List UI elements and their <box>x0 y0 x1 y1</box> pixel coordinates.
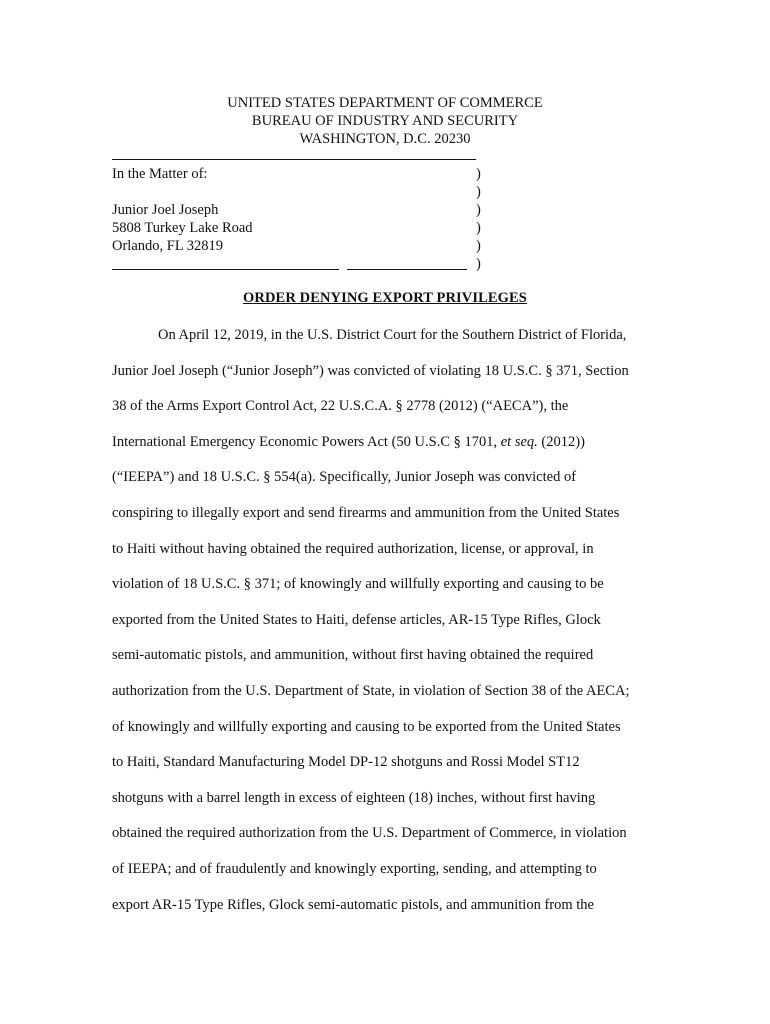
caption-paren: ) <box>476 166 481 182</box>
body-line: On April 12, 2019, in the U.S. District Court for the Southern District of Florida, <box>158 327 627 343</box>
case-caption <box>112 165 253 255</box>
header-department: UNITED STATES DEPARTMENT OF COMMERCE <box>227 95 543 111</box>
respondent-city: Orlando, FL 32819 <box>112 238 224 254</box>
matter-label: In the Matter of: <box>112 166 208 182</box>
caption-paren: ) <box>476 220 481 236</box>
order-body <box>112 326 672 931</box>
caption-bottom-rule-right <box>347 269 467 270</box>
body-line: authorization from the U.S. Department of State, in violation of Section 38 of the AECA; <box>112 682 630 699</box>
body-text-segment: (2012)) <box>537 433 585 450</box>
body-line: violation of 18 U.S.C. § 371; of knowingly and willfully exporting and causing to be <box>112 576 604 593</box>
caption-paren: ) <box>476 238 481 254</box>
caption-bottom-rule-left <box>112 269 339 270</box>
body-line: of IEEPA; and of fraudulently and knowingly exporting, sending, and attempting to <box>112 860 597 877</box>
header-bureau: BUREAU OF INDUSTRY AND SECURITY <box>251 113 519 129</box>
body-line <box>112 433 672 469</box>
body-text-italic: et seq. <box>500 433 538 450</box>
caption-spacer <box>112 183 253 201</box>
header-location: WASHINGTON, D.C. 20230 <box>299 131 471 147</box>
agency-header <box>0 94 770 148</box>
body-line: obtained the required authorization from the U.S. Department of Commerce, in violation <box>112 825 627 842</box>
body-line: conspiring to illegally export and send firearms and ammunition from the United States <box>112 504 620 521</box>
body-line: exported from the United States to Haiti, defense articles, AR-15 Type Rifles, Glock <box>112 611 601 628</box>
order-title: ORDER DENYING EXPORT PRIVILEGES <box>243 290 527 306</box>
body-line: to Haiti, Standard Manufacturing Model DP-12 shotguns and Rossi Model ST12 <box>112 754 580 771</box>
caption-top-rule <box>112 159 476 160</box>
body-line: shotguns with a barrel length in excess of eighteen (18) inches, without first having <box>112 789 596 806</box>
body-line: Junior Joel Joseph (“Junior Joseph”) was convicted of violating 18 U.S.C. § 371, Section <box>112 362 629 379</box>
body-line: 38 of the Arms Export Control Act, 22 U.S.C.A. § 2778 (2012) (“AECA”), the <box>112 398 569 415</box>
body-text-segment: International Emergency Economic Powers Act (50 U.S.C § 1701, <box>112 433 501 450</box>
respondent-name: Junior Joel Joseph <box>112 202 219 218</box>
caption-parentheses <box>476 165 481 273</box>
body-line: export AR-15 Type Rifles, Glock semi-automatic pistols, and ammunition from the <box>112 896 594 913</box>
body-line: of knowingly and willfully exporting and causing to be exported from the United States <box>112 718 621 735</box>
body-line: (“IEEPA”) and 18 U.S.C. § 554(a). Specifically, Junior Joseph was convicted of <box>112 469 577 486</box>
caption-paren: ) <box>476 184 481 200</box>
caption-paren: ) <box>476 256 481 272</box>
caption-paren: ) <box>476 202 481 218</box>
respondent-street: 5808 Turkey Lake Road <box>112 220 253 236</box>
body-line: to Haiti without having obtained the required authorization, license, or approval, in <box>112 540 594 557</box>
body-line: semi-automatic pistols, and ammunition, without first having obtained the required <box>112 647 594 664</box>
